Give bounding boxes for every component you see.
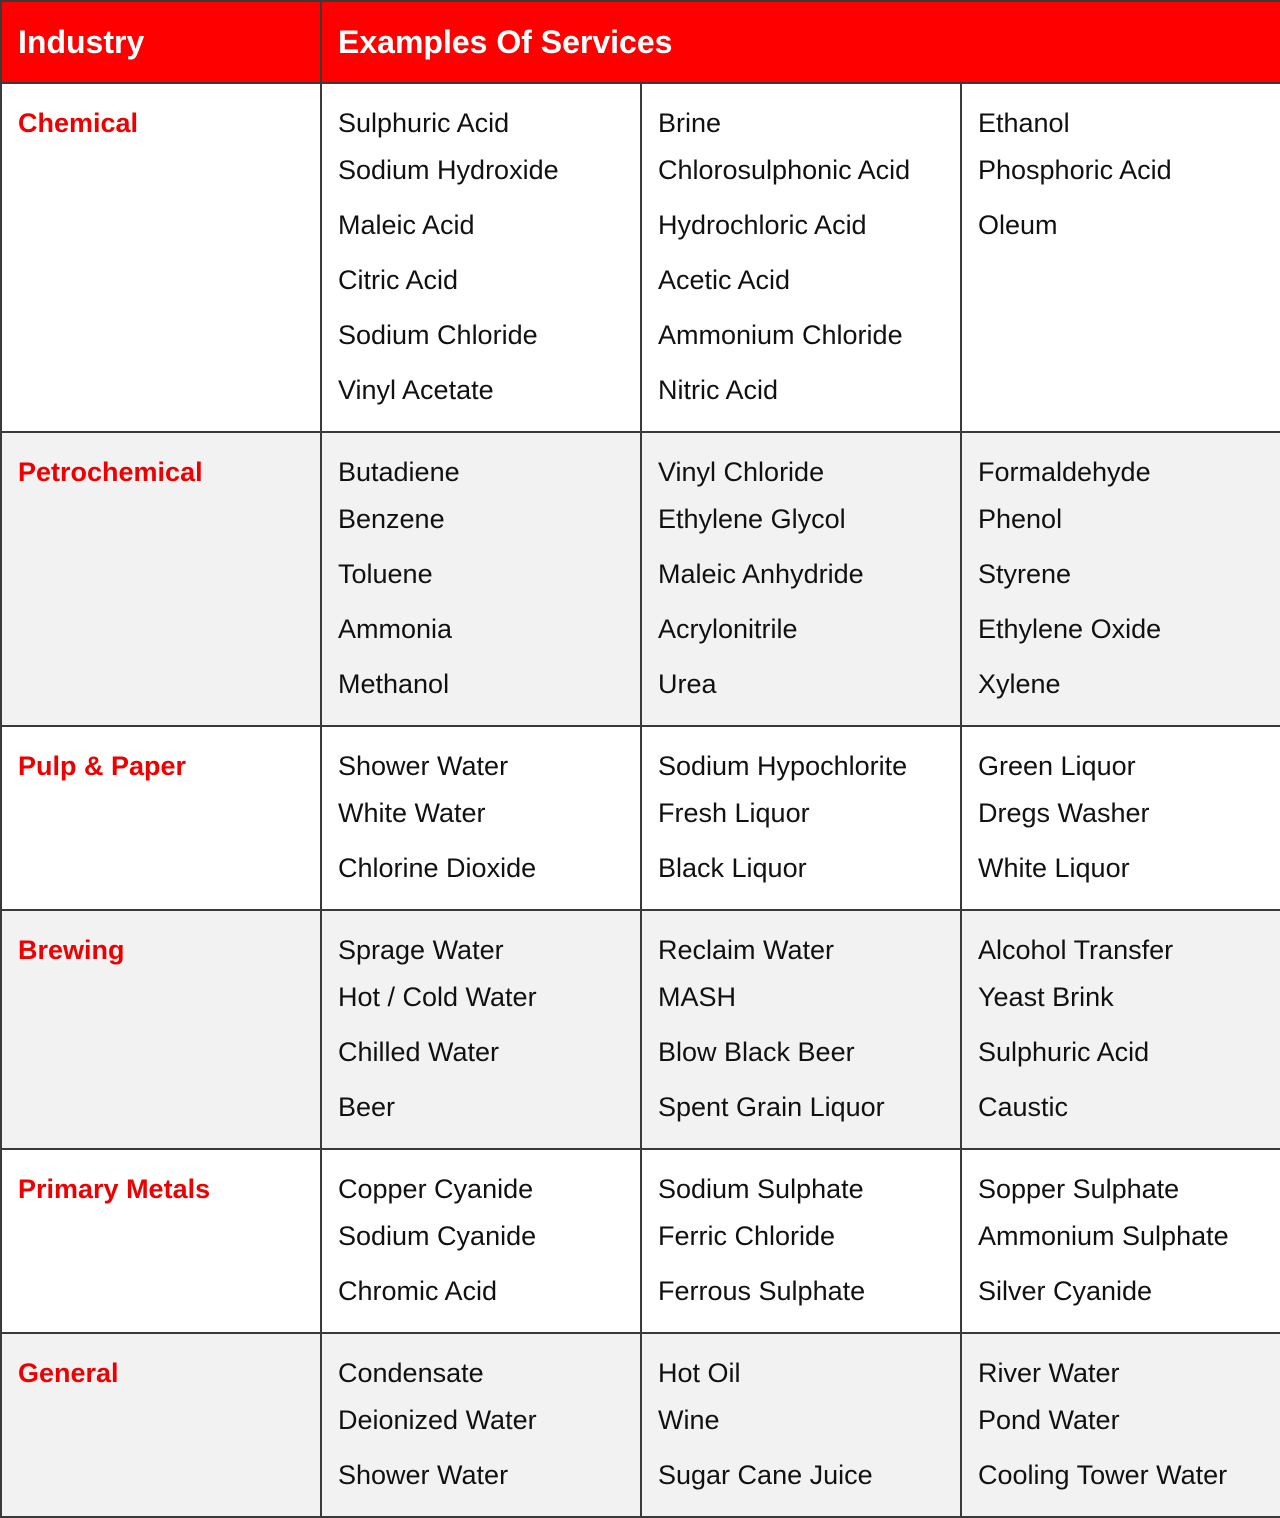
service-item: MASH bbox=[658, 982, 737, 1012]
table-row bbox=[1, 1149, 1280, 1333]
service-item: Chromic Acid bbox=[338, 1276, 498, 1306]
services-cell bbox=[641, 1333, 961, 1517]
service-list bbox=[978, 746, 1280, 896]
service-item: Sodium Sulphate bbox=[658, 1174, 864, 1204]
service-list bbox=[658, 930, 960, 1135]
service-list bbox=[658, 1353, 960, 1503]
service-item: Wine bbox=[658, 1405, 720, 1435]
service-item: Sulphuric Acid bbox=[338, 108, 510, 138]
services-cell bbox=[641, 1149, 961, 1333]
service-item: Ammonium Sulphate bbox=[978, 1221, 1229, 1251]
service-item: Pond Water bbox=[978, 1405, 1120, 1435]
service-list bbox=[658, 1169, 960, 1319]
service-item: Blow Black Beer bbox=[658, 1037, 855, 1067]
service-item: Shower Water bbox=[338, 751, 509, 781]
service-item: Vinyl Acetate bbox=[338, 375, 494, 405]
service-list bbox=[338, 1353, 640, 1503]
services-cell bbox=[961, 83, 1280, 432]
service-item: Nitric Acid bbox=[658, 375, 779, 405]
service-item: Maleic Anhydride bbox=[658, 559, 864, 589]
service-item: Shower Water bbox=[338, 1460, 509, 1490]
services-cell bbox=[961, 1333, 1280, 1517]
services-cell bbox=[321, 83, 641, 432]
services-cell bbox=[321, 1333, 641, 1517]
service-item: Methanol bbox=[338, 669, 450, 699]
service-list bbox=[658, 746, 960, 896]
services-cell bbox=[961, 726, 1280, 910]
industry-cell: Primary Metals bbox=[1, 1149, 321, 1333]
industry-cell: General bbox=[1, 1333, 321, 1517]
service-item: Caustic bbox=[978, 1092, 1069, 1122]
service-item: Oleum bbox=[978, 210, 1058, 240]
table-row bbox=[1, 726, 1280, 910]
service-item: Vinyl Chloride bbox=[658, 457, 825, 487]
service-item: Alcohol Transfer bbox=[978, 935, 1174, 965]
service-item: Green Liquor bbox=[978, 751, 1136, 781]
industry-cell: Pulp & Paper bbox=[1, 726, 321, 910]
service-item: River Water bbox=[978, 1358, 1120, 1388]
industry-header: Industry bbox=[1, 1, 321, 83]
service-item: Fresh Liquor bbox=[658, 798, 810, 828]
service-list bbox=[978, 930, 1280, 1135]
service-list bbox=[658, 103, 960, 418]
service-item: Beer bbox=[338, 1092, 396, 1122]
service-item: Sopper Sulphate bbox=[978, 1174, 1180, 1204]
services-header: Examples Of Services bbox=[321, 1, 1280, 83]
service-item: Spent Grain Liquor bbox=[658, 1092, 885, 1122]
services-cell bbox=[641, 910, 961, 1149]
service-item: Hot Oil bbox=[658, 1358, 741, 1388]
service-list bbox=[338, 103, 640, 418]
services-cell bbox=[961, 1149, 1280, 1333]
service-item: Sulphuric Acid bbox=[978, 1037, 1150, 1067]
services-cell bbox=[641, 726, 961, 910]
table-body bbox=[1, 83, 1280, 1517]
service-item: Phosphoric Acid bbox=[978, 155, 1172, 185]
services-cell bbox=[321, 910, 641, 1149]
service-item: Chlorosulphonic Acid bbox=[658, 155, 911, 185]
service-item: Toluene bbox=[338, 559, 433, 589]
service-item: Acetic Acid bbox=[658, 265, 791, 295]
service-item: Silver Cyanide bbox=[978, 1276, 1153, 1306]
service-item: White Liquor bbox=[978, 853, 1130, 883]
table-row bbox=[1, 83, 1280, 432]
service-list bbox=[338, 452, 640, 712]
industry-cell: Brewing bbox=[1, 910, 321, 1149]
service-item: Reclaim Water bbox=[658, 935, 835, 965]
industry-cell: Petrochemical bbox=[1, 432, 321, 726]
services-cell bbox=[321, 1149, 641, 1333]
service-list bbox=[978, 452, 1280, 712]
service-item: Ammonium Chloride bbox=[658, 320, 903, 350]
service-item: Sodium Chloride bbox=[338, 320, 538, 350]
services-cell bbox=[961, 432, 1280, 726]
service-item: Ethylene Glycol bbox=[658, 504, 846, 534]
service-item: Butadiene bbox=[338, 457, 460, 487]
service-list bbox=[338, 746, 640, 896]
services-cell bbox=[321, 432, 641, 726]
service-item: Formaldehyde bbox=[978, 457, 1151, 487]
service-item: Sodium Hydroxide bbox=[338, 155, 559, 185]
service-list bbox=[978, 1353, 1280, 1503]
service-item: Copper Cyanide bbox=[338, 1174, 534, 1204]
service-item: Chlorine Dioxide bbox=[338, 853, 537, 883]
service-item: Ammonia bbox=[338, 614, 453, 644]
service-item: Urea bbox=[658, 669, 717, 699]
header-row bbox=[1, 1, 1280, 83]
service-item: Hydrochloric Acid bbox=[658, 210, 867, 240]
services-cell bbox=[321, 726, 641, 910]
service-item: Cooling Tower Water bbox=[978, 1460, 1228, 1490]
service-item: Acrylonitrile bbox=[658, 614, 798, 644]
table-row bbox=[1, 910, 1280, 1149]
service-item: Condensate bbox=[338, 1358, 484, 1388]
service-item: Styrene bbox=[978, 559, 1072, 589]
service-item: Sodium Hypochlorite bbox=[658, 751, 908, 781]
service-list bbox=[338, 930, 640, 1135]
service-item: Hot / Cold Water bbox=[338, 982, 537, 1012]
service-item: Brine bbox=[658, 108, 722, 138]
service-item: Ethylene Oxide bbox=[978, 614, 1162, 644]
services-cell bbox=[641, 83, 961, 432]
service-list bbox=[978, 1169, 1280, 1319]
service-item: Sprage Water bbox=[338, 935, 504, 965]
table-row bbox=[1, 432, 1280, 726]
service-item: Yeast Brink bbox=[978, 982, 1114, 1012]
service-item: Sodium Cyanide bbox=[338, 1221, 537, 1251]
service-list bbox=[338, 1169, 640, 1319]
service-item: Chilled Water bbox=[338, 1037, 500, 1067]
service-item: White Water bbox=[338, 798, 486, 828]
service-item: Citric Acid bbox=[338, 265, 459, 295]
table-row bbox=[1, 1333, 1280, 1517]
service-item: Ferric Chloride bbox=[658, 1221, 836, 1251]
service-item: Benzene bbox=[338, 504, 445, 534]
service-item: Sugar Cane Juice bbox=[658, 1460, 873, 1490]
service-item: Deionized Water bbox=[338, 1405, 537, 1435]
service-item: Ferrous Sulphate bbox=[658, 1276, 866, 1306]
service-item: Black Liquor bbox=[658, 853, 807, 883]
services-cell bbox=[641, 432, 961, 726]
service-item: Dregs Washer bbox=[978, 798, 1150, 828]
service-list bbox=[658, 452, 960, 712]
service-list bbox=[978, 103, 1280, 253]
service-item: Phenol bbox=[978, 504, 1063, 534]
service-item: Ethanol bbox=[978, 108, 1070, 138]
services-cell bbox=[961, 910, 1280, 1149]
industry-cell: Chemical bbox=[1, 83, 321, 432]
service-item: Xylene bbox=[978, 669, 1061, 699]
service-item: Maleic Acid bbox=[338, 210, 475, 240]
